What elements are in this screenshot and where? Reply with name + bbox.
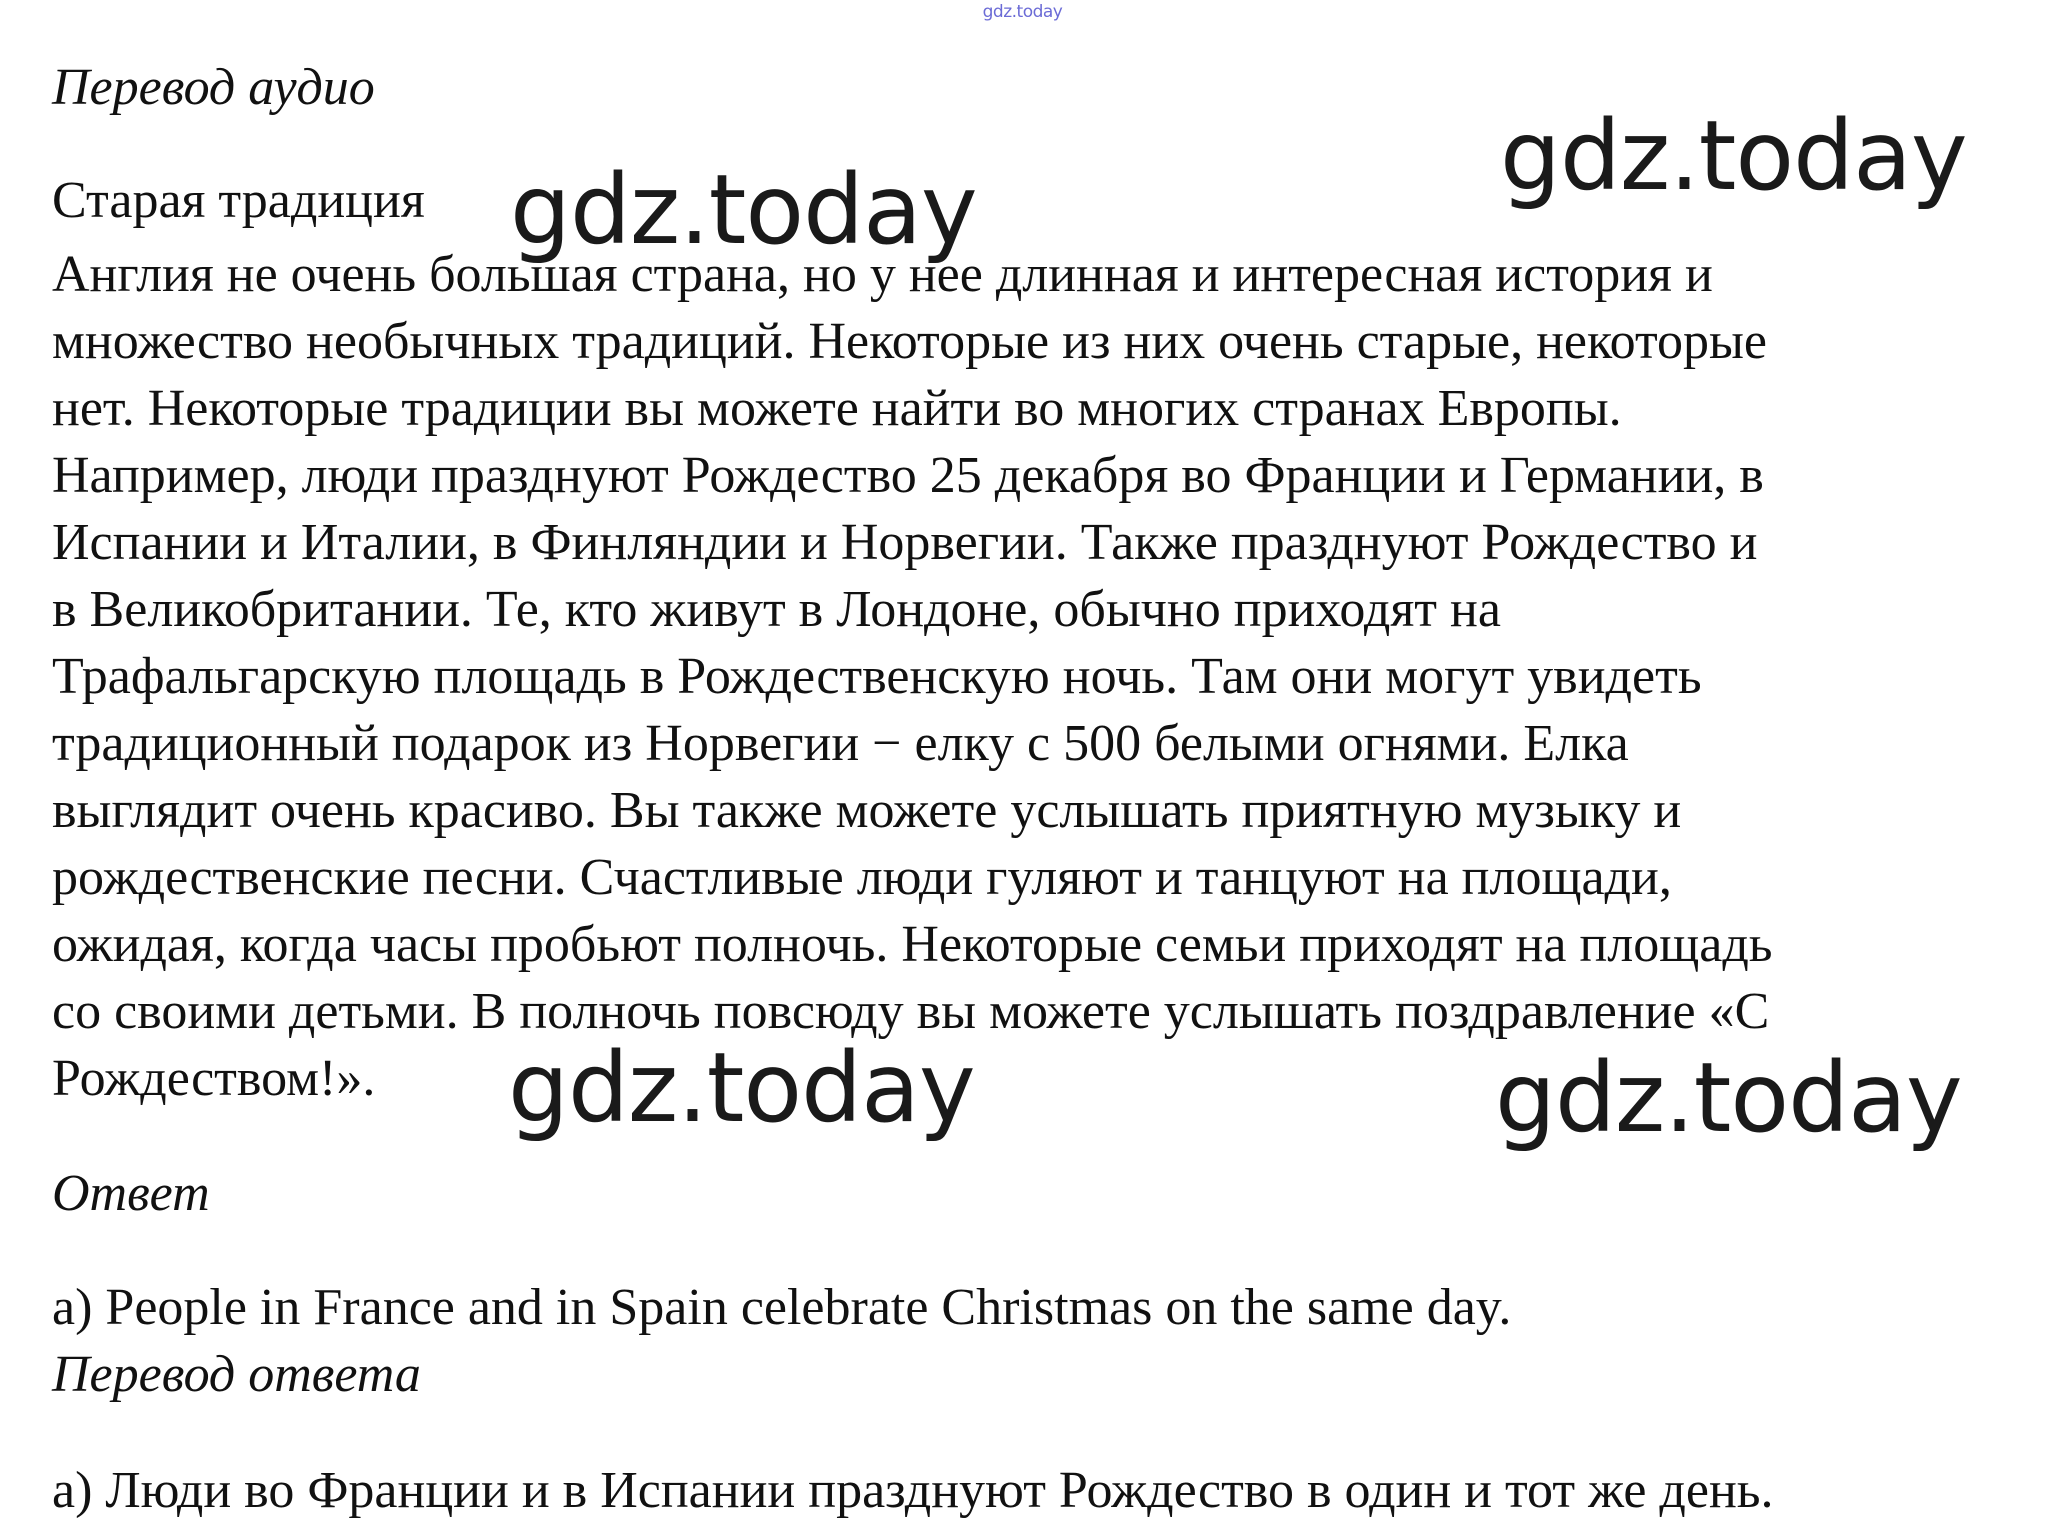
audio-translation-heading: Перевод аудио: [52, 59, 375, 116]
body-line: выглядит очень красиво. Вы также можете услышать приятную музыку и: [52, 782, 1682, 839]
watermark-large: gdz.today: [510, 154, 977, 266]
answer-translation-text: а) Люди во Франции и в Испании празднуют Рождество в один и тот же день.: [52, 1462, 1774, 1519]
body-line: Например, люди празднуют Рождество 25 декабря во Франции и Германии, в: [52, 447, 1764, 504]
text-title: Старая традиция: [52, 172, 425, 229]
watermark-large: gdz.today: [508, 1032, 975, 1144]
body-line: Трафальгарскую площадь в Рождественскую ночь. Там они могут увидеть: [52, 648, 1702, 705]
body-line: Англия не очень большая страна, но у нее длинная и интересная история и: [52, 246, 1713, 303]
body-line: в Великобритании. Те, кто живут в Лондоне, обычно приходят на: [52, 581, 1501, 638]
body-line: традиционный подарок из Норвегии − елку с 500 белыми огнями. Елка: [52, 715, 1629, 772]
answer-heading: Ответ: [52, 1165, 210, 1222]
body-line: нет. Некоторые традиции вы можете найти во многих странах Европы.: [52, 380, 1622, 437]
body-line: рождественские песни. Счастливые люди гуляют и танцуют на площади,: [52, 849, 1672, 906]
body-line: Испании и Италии, в Финляндии и Норвегии. Также празднуют Рождество и: [52, 514, 1758, 571]
translation-body: [52, 241, 2032, 1112]
answer-text: a) People in France and in Spain celebrate Christmas on the same day.: [52, 1279, 1512, 1336]
body-line: ожидая, когда часы пробьют полночь. Некоторые семьи приходят на площадь: [52, 916, 1773, 973]
body-line: со своими детьми. В полночь повсюду вы можете услышать поздравление «С: [52, 983, 1770, 1040]
watermark-small-top: gdz.today: [982, 2, 1063, 22]
answer-translation-heading: Перевод ответа: [52, 1346, 421, 1403]
body-line: множество необычных традиций. Некоторые из них очень старые, некоторые: [52, 313, 1768, 370]
watermark-large: gdz.today: [1495, 1042, 1962, 1154]
watermark-large: gdz.today: [1500, 100, 1967, 212]
body-line: Рождеством!».: [52, 1050, 376, 1107]
